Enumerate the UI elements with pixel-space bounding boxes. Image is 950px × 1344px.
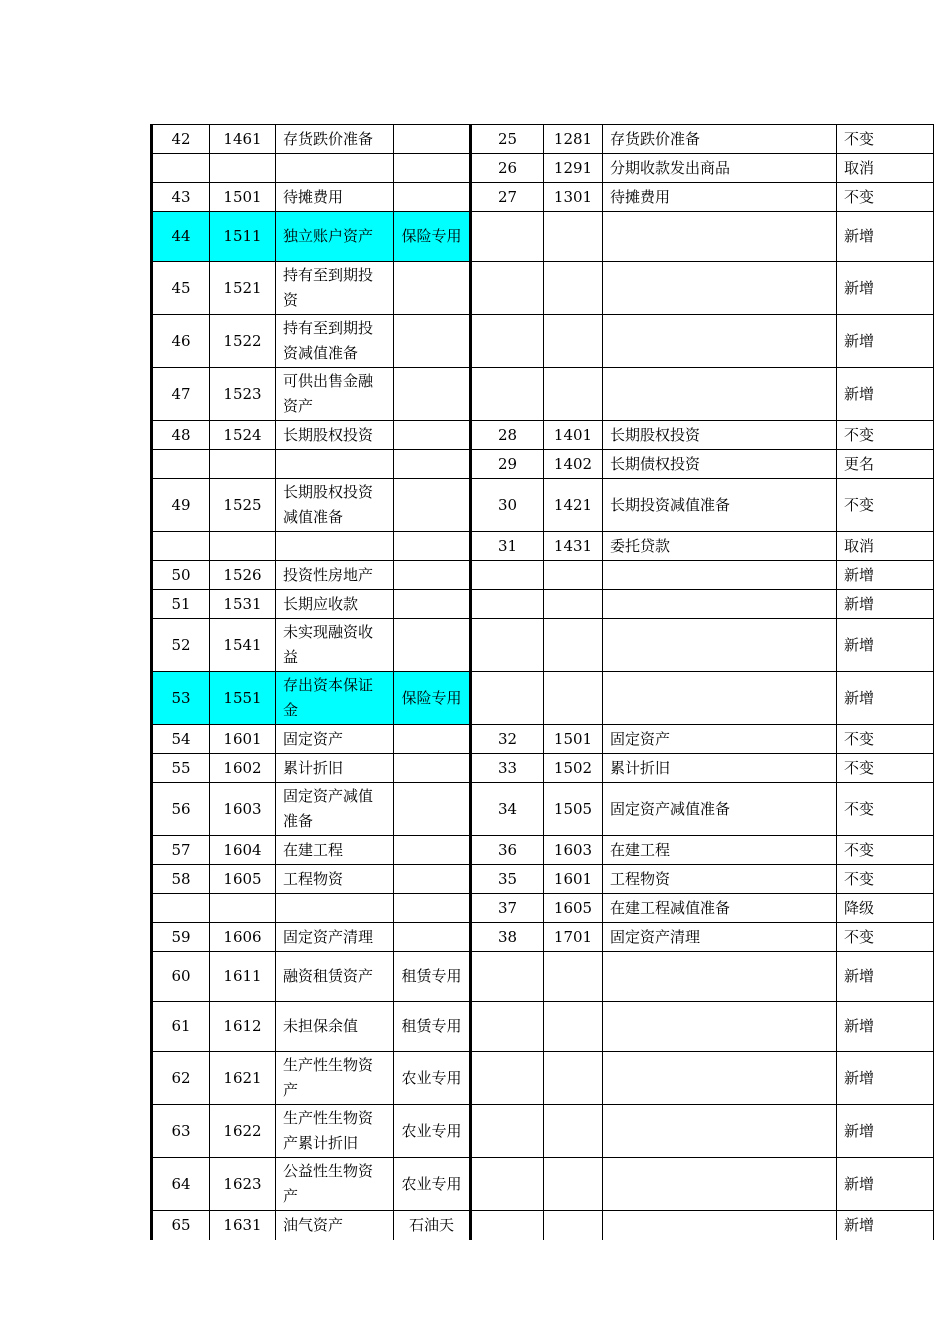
table-row: [152, 315, 934, 368]
note-cell: [394, 183, 471, 212]
new-code-cell: 1622: [210, 1105, 276, 1158]
new-account-name-cell: 长期股权投资: [276, 421, 394, 450]
table-row: [152, 1052, 934, 1105]
change-status-cell: 不变: [837, 754, 934, 783]
old-code-cell: [544, 368, 603, 421]
new-seq-cell: 52: [152, 619, 210, 672]
change-status-cell: 新增: [837, 212, 934, 262]
old-code-cell: [544, 672, 603, 725]
new-seq-cell: 47: [152, 368, 210, 421]
old-seq-cell: [471, 212, 544, 262]
old-seq-cell: 29: [471, 450, 544, 479]
new-code-cell: 1525: [210, 479, 276, 532]
old-seq-cell: [471, 1158, 544, 1211]
old-code-cell: 1301: [544, 183, 603, 212]
old-seq-cell: 26: [471, 154, 544, 183]
change-status-cell: 新增: [837, 315, 934, 368]
new-code-cell: 1501: [210, 183, 276, 212]
table-row: [152, 754, 934, 783]
new-code-cell: 1541: [210, 619, 276, 672]
old-seq-cell: 34: [471, 783, 544, 836]
note-cell: [394, 125, 471, 154]
new-seq-cell: 50: [152, 561, 210, 590]
table-row: [152, 154, 934, 183]
new-code-cell: 1461: [210, 125, 276, 154]
new-code-cell: 1521: [210, 262, 276, 315]
new-code-cell: 1602: [210, 754, 276, 783]
note-cell: [394, 479, 471, 532]
note-cell: [394, 315, 471, 368]
table-row: [152, 590, 934, 619]
table-body: [152, 125, 934, 1240]
change-status-cell: 新增: [837, 1158, 934, 1211]
old-code-cell: [544, 1158, 603, 1211]
note-cell: [394, 783, 471, 836]
new-account-name-cell: 独立账户资产: [276, 212, 394, 262]
old-code-cell: 1291: [544, 154, 603, 183]
new-code-cell: [210, 894, 276, 923]
old-seq-cell: 37: [471, 894, 544, 923]
old-code-cell: [544, 1211, 603, 1240]
old-account-name-cell: 待摊费用: [603, 183, 837, 212]
old-account-name-cell: 分期收款发出商品: [603, 154, 837, 183]
table-row: [152, 450, 934, 479]
table-row: [152, 262, 934, 315]
change-status-cell: 新增: [837, 1052, 934, 1105]
change-status-cell: 不变: [837, 783, 934, 836]
old-code-cell: 1431: [544, 532, 603, 561]
new-seq-cell: 61: [152, 1002, 210, 1052]
change-status-cell: 不变: [837, 865, 934, 894]
note-cell: 租赁专用: [394, 952, 471, 1002]
table-row: [152, 125, 934, 154]
note-cell: [394, 262, 471, 315]
old-seq-cell: [471, 1052, 544, 1105]
old-code-cell: [544, 1002, 603, 1052]
old-account-name-cell: [603, 212, 837, 262]
new-code-cell: 1606: [210, 923, 276, 952]
new-code-cell: 1612: [210, 1002, 276, 1052]
old-code-cell: [544, 262, 603, 315]
new-account-name-cell: [276, 894, 394, 923]
new-account-name-cell: 融资租赁资产: [276, 952, 394, 1002]
old-account-name-cell: [603, 672, 837, 725]
old-code-cell: 1505: [544, 783, 603, 836]
note-cell: 石油天: [394, 1211, 471, 1240]
old-code-cell: 1421: [544, 479, 603, 532]
old-account-name-cell: [603, 619, 837, 672]
table-row: [152, 1002, 934, 1052]
note-cell: [394, 836, 471, 865]
note-cell: 保险专用: [394, 212, 471, 262]
table-row: [152, 619, 934, 672]
old-account-name-cell: [603, 1052, 837, 1105]
new-account-name-cell: 固定资产: [276, 725, 394, 754]
new-account-name-cell: 待摊费用: [276, 183, 394, 212]
table-row: [152, 672, 934, 725]
old-account-name-cell: [603, 590, 837, 619]
old-code-cell: 1603: [544, 836, 603, 865]
old-code-cell: [544, 212, 603, 262]
note-cell: 保险专用: [394, 672, 471, 725]
old-account-name-cell: 委托贷款: [603, 532, 837, 561]
new-code-cell: 1526: [210, 561, 276, 590]
new-seq-cell: 42: [152, 125, 210, 154]
new-account-name-cell: 存货跌价准备: [276, 125, 394, 154]
new-code-cell: 1531: [210, 590, 276, 619]
table-row: [152, 183, 934, 212]
old-code-cell: 1402: [544, 450, 603, 479]
new-seq-cell: [152, 894, 210, 923]
new-account-name-cell: 固定资产清理: [276, 923, 394, 952]
new-seq-cell: [152, 450, 210, 479]
note-cell: [394, 894, 471, 923]
note-cell: [394, 561, 471, 590]
old-seq-cell: 30: [471, 479, 544, 532]
change-status-cell: 不变: [837, 125, 934, 154]
new-code-cell: 1603: [210, 783, 276, 836]
old-seq-cell: 32: [471, 725, 544, 754]
note-cell: [394, 450, 471, 479]
note-cell: [394, 590, 471, 619]
new-seq-cell: 46: [152, 315, 210, 368]
old-seq-cell: 35: [471, 865, 544, 894]
new-code-cell: [210, 532, 276, 561]
note-cell: [394, 923, 471, 952]
old-seq-cell: [471, 315, 544, 368]
note-cell: 农业专用: [394, 1105, 471, 1158]
old-seq-cell: [471, 1211, 544, 1240]
new-seq-cell: 51: [152, 590, 210, 619]
change-status-cell: 新增: [837, 1105, 934, 1158]
change-status-cell: 取消: [837, 154, 934, 183]
old-account-name-cell: 固定资产清理: [603, 923, 837, 952]
change-status-cell: 新增: [837, 1002, 934, 1052]
new-seq-cell: 54: [152, 725, 210, 754]
old-code-cell: 1281: [544, 125, 603, 154]
new-account-name-cell: 油气资产: [276, 1211, 394, 1240]
table-row: [152, 421, 934, 450]
change-status-cell: 不变: [837, 725, 934, 754]
old-account-name-cell: [603, 1211, 837, 1240]
table-row: [152, 212, 934, 262]
change-status-cell: 新增: [837, 262, 934, 315]
note-cell: 租赁专用: [394, 1002, 471, 1052]
old-account-name-cell: [603, 315, 837, 368]
old-account-name-cell: 存货跌价准备: [603, 125, 837, 154]
new-seq-cell: 53: [152, 672, 210, 725]
old-account-name-cell: [603, 952, 837, 1002]
old-account-name-cell: [603, 262, 837, 315]
new-account-name-cell: 可供出售金融资产: [276, 368, 394, 421]
old-code-cell: [544, 590, 603, 619]
change-status-cell: 新增: [837, 619, 934, 672]
old-code-cell: 1401: [544, 421, 603, 450]
table-row: [152, 1158, 934, 1211]
table-row: [152, 725, 934, 754]
old-seq-cell: 25: [471, 125, 544, 154]
table-row: [152, 561, 934, 590]
old-code-cell: 1601: [544, 865, 603, 894]
new-account-name-cell: 工程物资: [276, 865, 394, 894]
new-seq-cell: 63: [152, 1105, 210, 1158]
old-code-cell: [544, 315, 603, 368]
note-cell: [394, 421, 471, 450]
new-account-name-cell: 存出资本保证金: [276, 672, 394, 725]
change-status-cell: 取消: [837, 532, 934, 561]
table-row: [152, 479, 934, 532]
new-code-cell: 1524: [210, 421, 276, 450]
note-cell: [394, 368, 471, 421]
old-seq-cell: [471, 1002, 544, 1052]
old-seq-cell: 27: [471, 183, 544, 212]
old-account-name-cell: 长期债权投资: [603, 450, 837, 479]
new-seq-cell: 49: [152, 479, 210, 532]
new-account-name-cell: 累计折旧: [276, 754, 394, 783]
old-account-name-cell: 长期投资减值准备: [603, 479, 837, 532]
old-seq-cell: 38: [471, 923, 544, 952]
old-seq-cell: 36: [471, 836, 544, 865]
table-row: [152, 894, 934, 923]
old-code-cell: [544, 619, 603, 672]
new-code-cell: 1631: [210, 1211, 276, 1240]
new-code-cell: 1623: [210, 1158, 276, 1211]
new-account-name-cell: [276, 154, 394, 183]
new-account-name-cell: 投资性房地产: [276, 561, 394, 590]
old-code-cell: [544, 1105, 603, 1158]
new-account-name-cell: 在建工程: [276, 836, 394, 865]
account-mapping-table: [150, 124, 934, 1240]
new-seq-cell: 59: [152, 923, 210, 952]
note-cell: [394, 619, 471, 672]
note-cell: [394, 532, 471, 561]
old-account-name-cell: [603, 1105, 837, 1158]
note-cell: [394, 154, 471, 183]
new-account-name-cell: [276, 450, 394, 479]
new-code-cell: 1601: [210, 725, 276, 754]
table-row: [152, 783, 934, 836]
old-seq-cell: [471, 952, 544, 1002]
new-seq-cell: 65: [152, 1211, 210, 1240]
change-status-cell: 降级: [837, 894, 934, 923]
table-row: [152, 1211, 934, 1240]
change-status-cell: 新增: [837, 590, 934, 619]
new-account-name-cell: 未实现融资收益: [276, 619, 394, 672]
new-code-cell: 1605: [210, 865, 276, 894]
new-seq-cell: 48: [152, 421, 210, 450]
old-code-cell: [544, 952, 603, 1002]
new-account-name-cell: 未担保余值: [276, 1002, 394, 1052]
new-account-name-cell: 持有至到期投资: [276, 262, 394, 315]
new-account-name-cell: 长期股权投资减值准备: [276, 479, 394, 532]
old-account-name-cell: 长期股权投资: [603, 421, 837, 450]
new-seq-cell: 64: [152, 1158, 210, 1211]
change-status-cell: 新增: [837, 672, 934, 725]
old-code-cell: 1605: [544, 894, 603, 923]
old-seq-cell: [471, 561, 544, 590]
old-seq-cell: [471, 619, 544, 672]
old-account-name-cell: 累计折旧: [603, 754, 837, 783]
new-account-name-cell: 公益性生物资产: [276, 1158, 394, 1211]
change-status-cell: 不变: [837, 183, 934, 212]
change-status-cell: 不变: [837, 421, 934, 450]
new-code-cell: [210, 154, 276, 183]
table-row: [152, 368, 934, 421]
new-seq-cell: 62: [152, 1052, 210, 1105]
note-cell: 农业专用: [394, 1052, 471, 1105]
note-cell: [394, 754, 471, 783]
old-account-name-cell: 固定资产减值准备: [603, 783, 837, 836]
new-account-name-cell: 生产性生物资产: [276, 1052, 394, 1105]
old-account-name-cell: [603, 368, 837, 421]
old-code-cell: [544, 561, 603, 590]
table-row: [152, 952, 934, 1002]
old-account-name-cell: 在建工程减值准备: [603, 894, 837, 923]
new-seq-cell: 45: [152, 262, 210, 315]
change-status-cell: 新增: [837, 1211, 934, 1240]
old-account-name-cell: 在建工程: [603, 836, 837, 865]
new-code-cell: 1611: [210, 952, 276, 1002]
old-seq-cell: [471, 262, 544, 315]
note-cell: 农业专用: [394, 1158, 471, 1211]
new-code-cell: 1522: [210, 315, 276, 368]
change-status-cell: 新增: [837, 368, 934, 421]
old-seq-cell: [471, 672, 544, 725]
new-seq-cell: 60: [152, 952, 210, 1002]
old-account-name-cell: [603, 561, 837, 590]
change-status-cell: 不变: [837, 479, 934, 532]
old-code-cell: [544, 1052, 603, 1105]
table-row: [152, 923, 934, 952]
old-seq-cell: 33: [471, 754, 544, 783]
new-code-cell: [210, 450, 276, 479]
old-account-name-cell: [603, 1158, 837, 1211]
new-code-cell: 1604: [210, 836, 276, 865]
new-seq-cell: 57: [152, 836, 210, 865]
note-cell: [394, 725, 471, 754]
change-status-cell: 更名: [837, 450, 934, 479]
table-row: [152, 865, 934, 894]
change-status-cell: 不变: [837, 923, 934, 952]
new-account-name-cell: 长期应收款: [276, 590, 394, 619]
change-status-cell: 新增: [837, 952, 934, 1002]
old-seq-cell: [471, 590, 544, 619]
new-seq-cell: [152, 532, 210, 561]
new-account-name-cell: [276, 532, 394, 561]
old-code-cell: 1501: [544, 725, 603, 754]
new-seq-cell: 56: [152, 783, 210, 836]
new-seq-cell: 44: [152, 212, 210, 262]
old-account-name-cell: [603, 1002, 837, 1052]
new-seq-cell: 43: [152, 183, 210, 212]
new-seq-cell: 58: [152, 865, 210, 894]
table-row: [152, 836, 934, 865]
old-seq-cell: [471, 1105, 544, 1158]
new-code-cell: 1621: [210, 1052, 276, 1105]
old-code-cell: 1502: [544, 754, 603, 783]
change-status-cell: 不变: [837, 836, 934, 865]
new-seq-cell: 55: [152, 754, 210, 783]
new-code-cell: 1523: [210, 368, 276, 421]
old-account-name-cell: 固定资产: [603, 725, 837, 754]
old-account-name-cell: 工程物资: [603, 865, 837, 894]
old-seq-cell: 31: [471, 532, 544, 561]
old-code-cell: 1701: [544, 923, 603, 952]
table-row: [152, 532, 934, 561]
new-code-cell: 1511: [210, 212, 276, 262]
table-row: [152, 1105, 934, 1158]
new-account-name-cell: 持有至到期投资减值准备: [276, 315, 394, 368]
new-code-cell: 1551: [210, 672, 276, 725]
old-seq-cell: 28: [471, 421, 544, 450]
new-seq-cell: [152, 154, 210, 183]
old-seq-cell: [471, 368, 544, 421]
change-status-cell: 新增: [837, 561, 934, 590]
new-account-name-cell: 生产性生物资产累计折旧: [276, 1105, 394, 1158]
new-account-name-cell: 固定资产减值准备: [276, 783, 394, 836]
note-cell: [394, 865, 471, 894]
